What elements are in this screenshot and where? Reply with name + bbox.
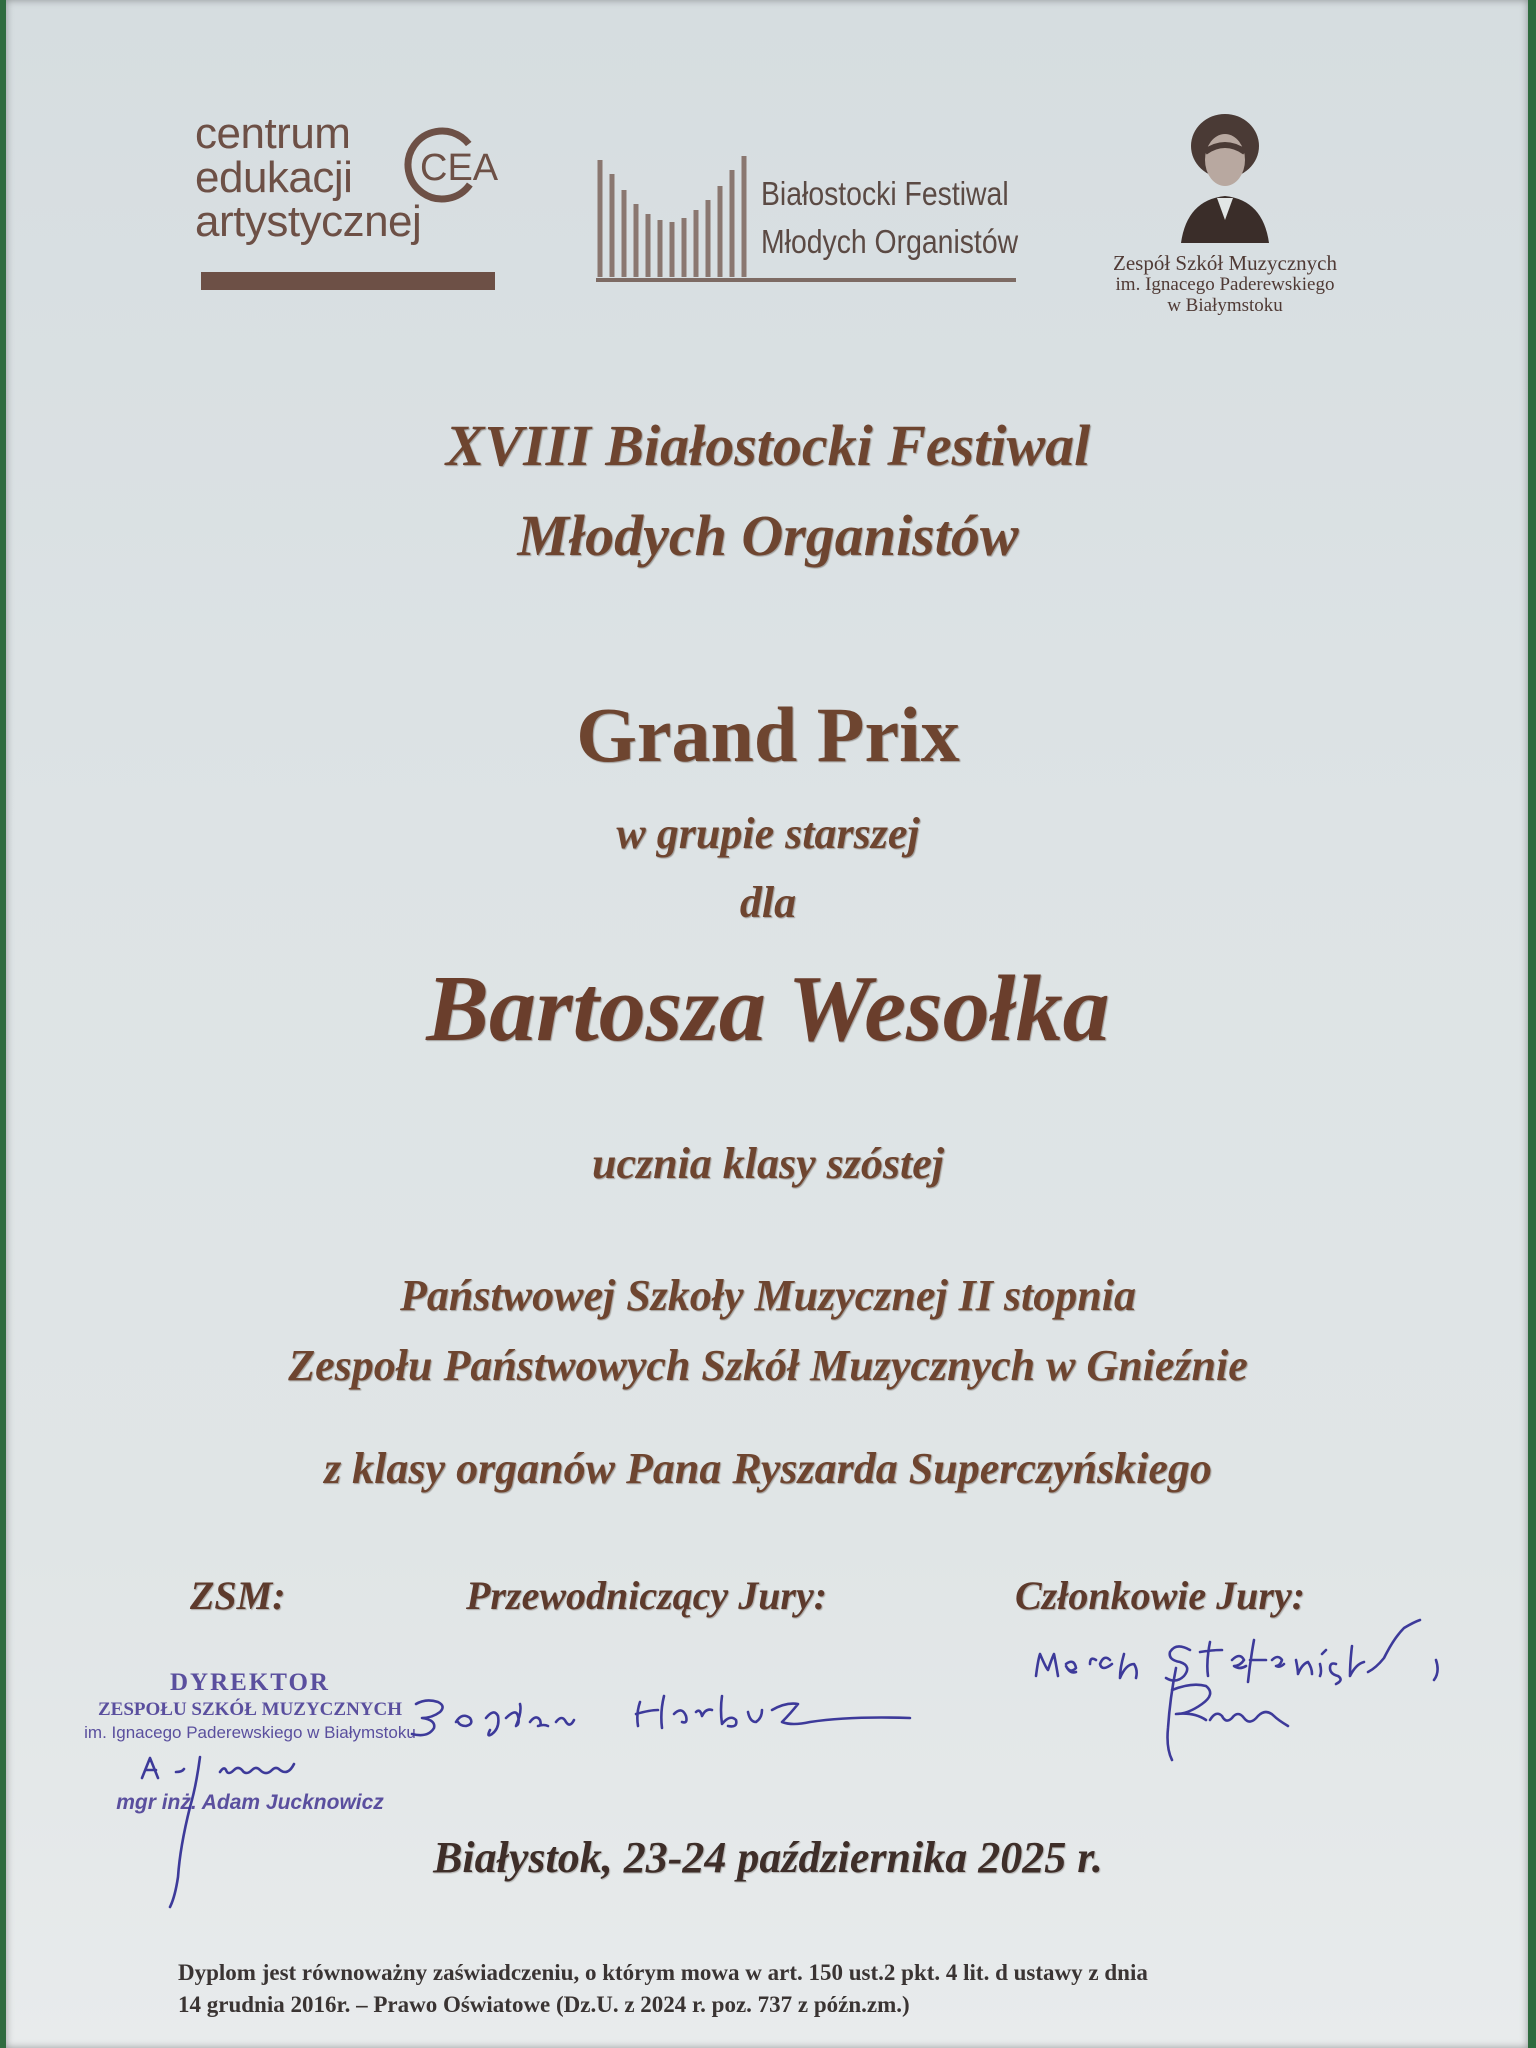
cea-mark-text: CEA (420, 147, 499, 189)
footnote-line2: 14 grudnia 2016r. – Prawo Oświatowe (Dz.U. z 2024 r. poz. 737 z późn.zm.) (178, 1992, 910, 2017)
festival-logo-underline (596, 278, 1016, 282)
festival-title-line1: XVIII Białostocki Festiwal (445, 413, 1091, 478)
festival-logo-line2: Młodych Organistów (761, 223, 1019, 260)
festival-logo (596, 152, 1019, 288)
cea-logo-line3: artystycznej (195, 197, 422, 246)
stamp-name: mgr inż. Adam Jucknowicz (116, 1791, 384, 1814)
footnote-line1: Dyplom jest równoważny zaświadczeniu, o którym mowa w art. 150 ust.2 pkt. 4 lit. d ustawy z dnia (178, 1960, 1148, 1985)
school-logo-line3: w Białymstoku (1167, 295, 1283, 316)
award-title: Grand Prix (576, 691, 960, 778)
festival-title-line2: Młodych Organistów (517, 503, 1019, 568)
jury-members-label: Członkowie Jury: (1015, 1573, 1306, 1618)
cea-logo (195, 109, 505, 302)
paderewski-portrait-icon (1175, 108, 1275, 243)
school-name-line1: Państwowej Szkoły Muzycznej II stopnia (400, 1271, 1136, 1320)
jury-chair-label: Przewodniczący Jury: (466, 1573, 828, 1618)
teacher-line: z klasy organów Pana Ryszarda Superczyńskiego (324, 1444, 1212, 1493)
stamp-line1: ZESPOŁU SZKÓŁ MUZYCZNYCH (97, 1699, 403, 1720)
school-logo-line1: Zespół Szkół Muzycznych (1113, 251, 1337, 275)
award-group: w grupie starszej (616, 809, 920, 858)
recipient-name: Bartosza Wesołka (426, 957, 1110, 1061)
school-logo-line2: im. Ignacego Paderewskiego (1115, 274, 1335, 295)
cea-logo-bar (201, 272, 495, 290)
recipient-class: ucznia klasy szóstej (591, 1139, 945, 1188)
school-name-line2: Zespołu Państwowych Szkół Muzycznych w Gnieźnie (288, 1341, 1248, 1390)
cea-logo-line1: centrum (195, 109, 351, 158)
stamp-title: DYREKTOR (169, 1669, 330, 1696)
legal-footnote (178, 1957, 1378, 2021)
place-and-date: Białystok, 23-24 października 2025 r. (433, 1833, 1103, 1882)
cea-mark-icon (400, 120, 499, 210)
zsm-label: ZSM: (190, 1573, 286, 1618)
cea-logo-line2: edukacji (195, 153, 353, 202)
school-logo (1105, 108, 1345, 328)
stamp-line2: im. Ignacego Paderewskiego w Białymstoku (84, 1723, 416, 1742)
festival-logo-line1: Białostocki Festiwal (761, 175, 1009, 212)
director-stamp (60, 1668, 440, 1816)
award-for: dla (739, 878, 797, 927)
organ-pipes-icon (596, 152, 756, 282)
